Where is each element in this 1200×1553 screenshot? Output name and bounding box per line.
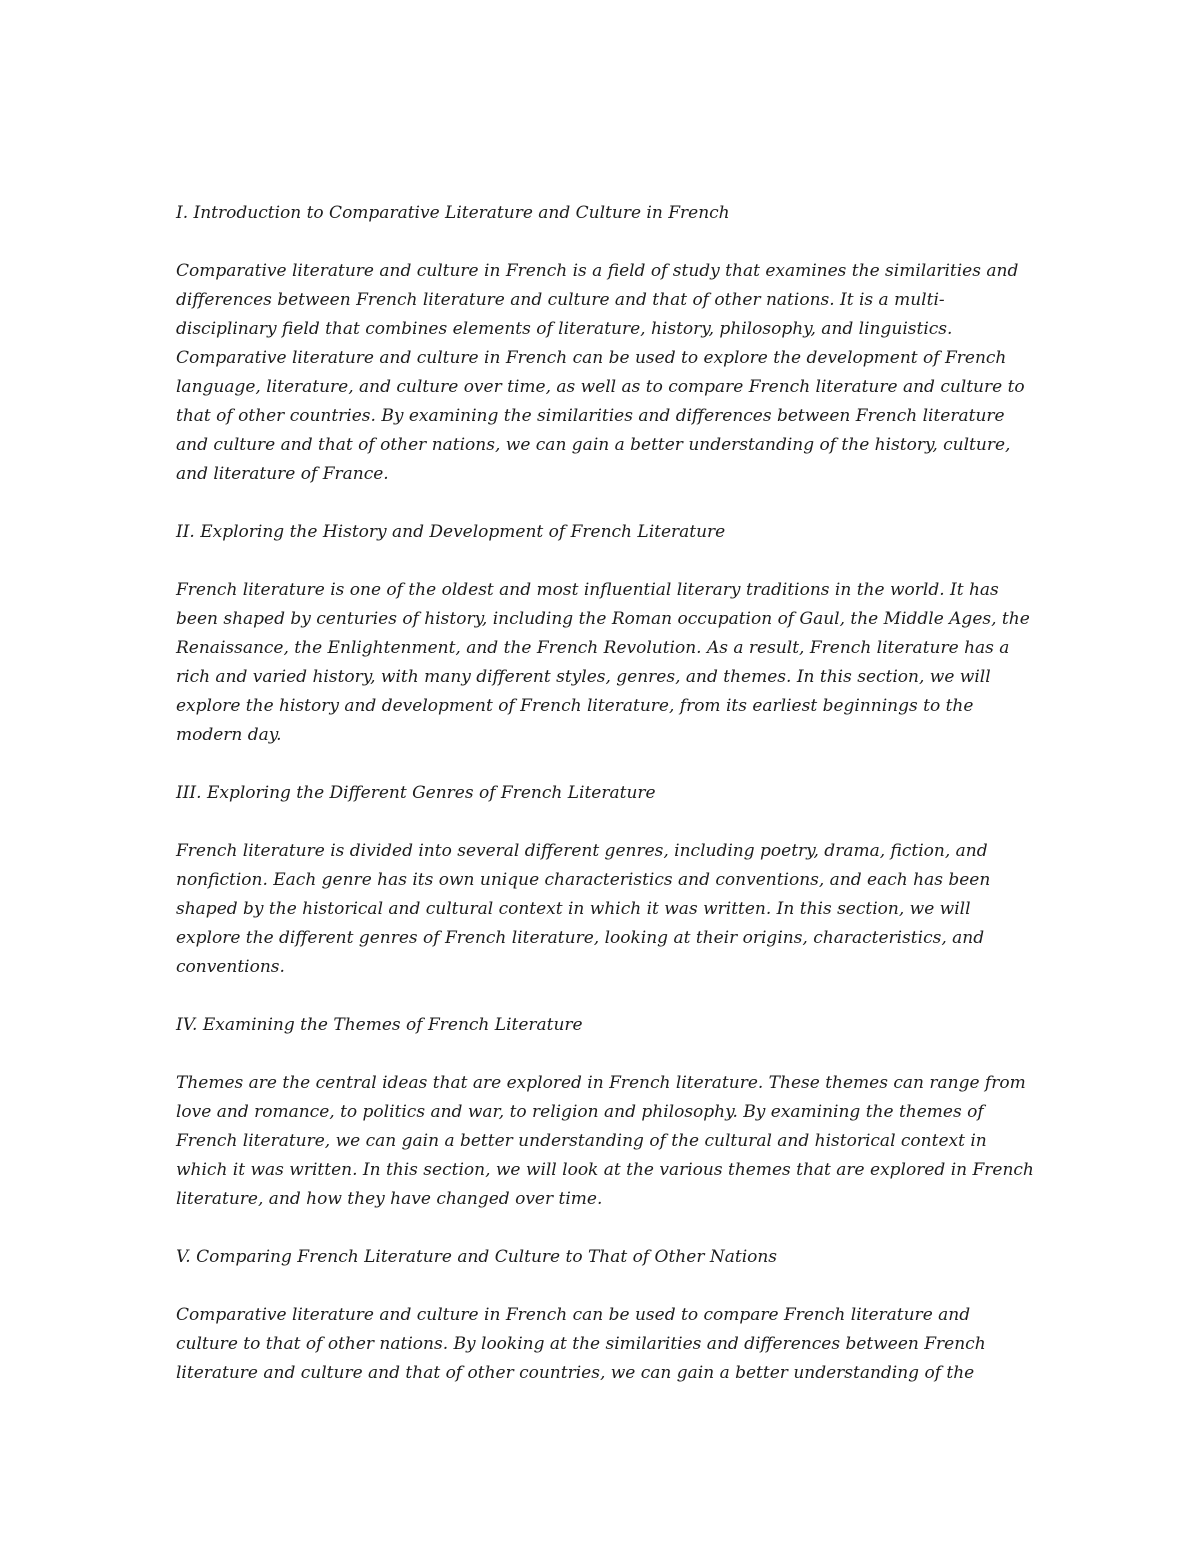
section-1-heading: I. Introduction to Comparative Literature and Culture in French <box>176 203 730 223</box>
section-2-paragraph: French literature is one of the oldest and most influential literary traditions in the world. It has been shaped by centuries of history, including the Roman occupation of Gaul, the Middle Ages, the Renaissance, the Enlightenment, and the French Revolution. As a result, French literature has a rich and varied history, with many different styles, genres, and themes. In this section, we will explore the history and development of French literature, from its earliest beginnings to the modern day. <box>176 580 1030 745</box>
section-4-paragraph: Themes are the central ideas that are explored in French literature. These themes can range from love and romance, to politics and war, to religion and philosophy. By examining the themes of French literature, we can gain a better understanding of the cultural and historical context in which it was written. In this section, we will look at the various themes that are explored in French literature, and how they have changed over time. <box>176 1073 1034 1209</box>
section-1-paragraph: Comparative literature and culture in French is a field of study that examines the similarities and differences between French literature and culture and that of other nations. It is a multi-disciplinary field that combines elements of literature, history, philosophy, and linguistics. Comparative literature and culture in French can be used to explore the development of French language, literature, and culture over time, as well as to compare French literature and culture to that of other countries. By examining the similarities and differences between French literature and culture and that of other nations, we can gain a better understanding of the history, culture, and literature of France. <box>176 261 1025 484</box>
section-4-heading: IV. Examining the Themes of French Literature <box>176 1015 583 1035</box>
section-3-heading: III. Exploring the Different Genres of French Literature <box>176 783 656 803</box>
section-5-paragraph: Comparative literature and culture in French can be used to compare French literature and culture to that of other nations. By looking at the similarities and differences between French literature and culture and that of other countries, we can gain a better understanding of the <box>176 1305 986 1383</box>
section-2-heading: II. Exploring the History and Development of French Literature <box>176 522 726 542</box>
section-3-paragraph: French literature is divided into several different genres, including poetry, drama, fiction, and nonfiction. Each genre has its own unique characteristics and conventions, and each has been shaped by the historical and cultural context in which it was written. In this section, we will explore the different genres of French literature, looking at their origins, characteristics, and conventions. <box>176 841 991 977</box>
section-5-heading: V. Comparing French Literature and Culture to That of Other Nations <box>176 1247 778 1267</box>
document-body <box>176 199 1036 1417</box>
